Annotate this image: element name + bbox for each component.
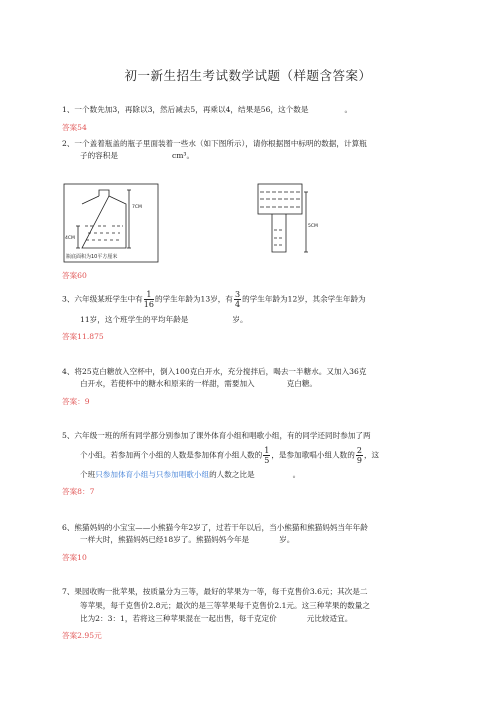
- question-7-line-2: 等苹果，每千克售价2.8元；最次的是三等苹果每千克售价2.1元。这三种苹果的数量之: [80, 601, 370, 610]
- question-5-line-3: 个班只参加体育小组与只参加唱歌小组的人数之比是 。: [80, 470, 301, 479]
- question-2-line-2: 子的容积是 cm³。: [80, 151, 195, 160]
- question-3-line-2: 11岁，这个班学生的平均年龄是 岁。: [80, 315, 248, 324]
- question-5-line-2: 个小组。若参加两个小组的人数是参加体育小组人数的 $\frac{1}{5}$ ，是参加歌唱小组人数的 $\frac{2}{9}$ ，这: [80, 446, 380, 465]
- label-5cm: 5CM: [308, 224, 318, 229]
- fraction-1-5: $\frac{1}{5}$: [264, 446, 270, 465]
- fraction-1-16: $\frac{1}{16}$: [143, 290, 154, 309]
- answer-1: 答案54: [62, 123, 87, 132]
- question-4-line-2: 白开水，若使杯中的糖水和原来的一样甜，需要加入 克白糖。: [80, 379, 318, 388]
- question-7-line-1: 7、果园收购一批苹果，按质量分为三等，最好的苹果为一等，每千克售价3.6元；其次是二: [62, 587, 368, 596]
- question-5-line-1: 5、六年级一班的所有同学都分别参加了课外体育小组和唱歌小组，有的同学还同时参加了两: [62, 431, 371, 440]
- bottle-upright-figure: [62, 182, 162, 264]
- answer-2: 答案60: [62, 271, 87, 280]
- fraction-2-9: $\frac{2}{9}$: [356, 446, 362, 465]
- answer-5: 答案8：7: [62, 487, 95, 496]
- question-4-line-1: 4、将25克白糖放入空杯中，倒入100克白开水，充分搅拌后，喝去一半糖水。又加入36克: [62, 367, 367, 376]
- question-2-line-1: 2、一个盖着瓶盖的瓶子里面装着一些水（如下图所示），请你根据图中标明的数据，计算瓶: [62, 139, 367, 148]
- question-3-line-1: 3、六年级某班学生中有 $\frac{1}{16}$ 的学生年龄为13岁，有 $\frac{3}{4}$ 的学生年龄为12岁，其余学生年龄为: [62, 290, 366, 309]
- answer-3: 答案11.875: [62, 332, 104, 341]
- question-6-line-1: 6、熊猫妈妈的小宝宝——小熊猫今年2岁了，过若干年以后，当小熊猫和熊猫妈妈当年年龄: [62, 523, 368, 532]
- answer-6: 答案10: [62, 553, 87, 562]
- page-title: 初一新生招生考试数学试题（样题含答案）: [124, 68, 372, 83]
- label-4cm: 4CM: [65, 236, 75, 241]
- figure-caption: 瓶底面积为10平方厘米: [66, 254, 118, 260]
- label-7cm: 7CM: [132, 205, 142, 210]
- fraction-3-4: $\frac{3}{4}$: [234, 290, 241, 309]
- question-6-line-2: 一样大时，熊猫妈妈已经18岁了。熊猫妈妈今年是 岁。: [80, 535, 295, 544]
- bottle-inverted-figure: [254, 182, 324, 264]
- question-7-line-3: 比为2：3：1，若将这三种苹果混在一起出售，每千克定价 元比较适宜。: [80, 614, 353, 623]
- answer-7: 答案2.95元: [62, 631, 102, 640]
- answer-4: 答案：9: [62, 397, 90, 406]
- question-1: 1、一个数先加3，再除以3，然后减去5，再乘以4，结果是56，这个数是 。: [62, 105, 353, 114]
